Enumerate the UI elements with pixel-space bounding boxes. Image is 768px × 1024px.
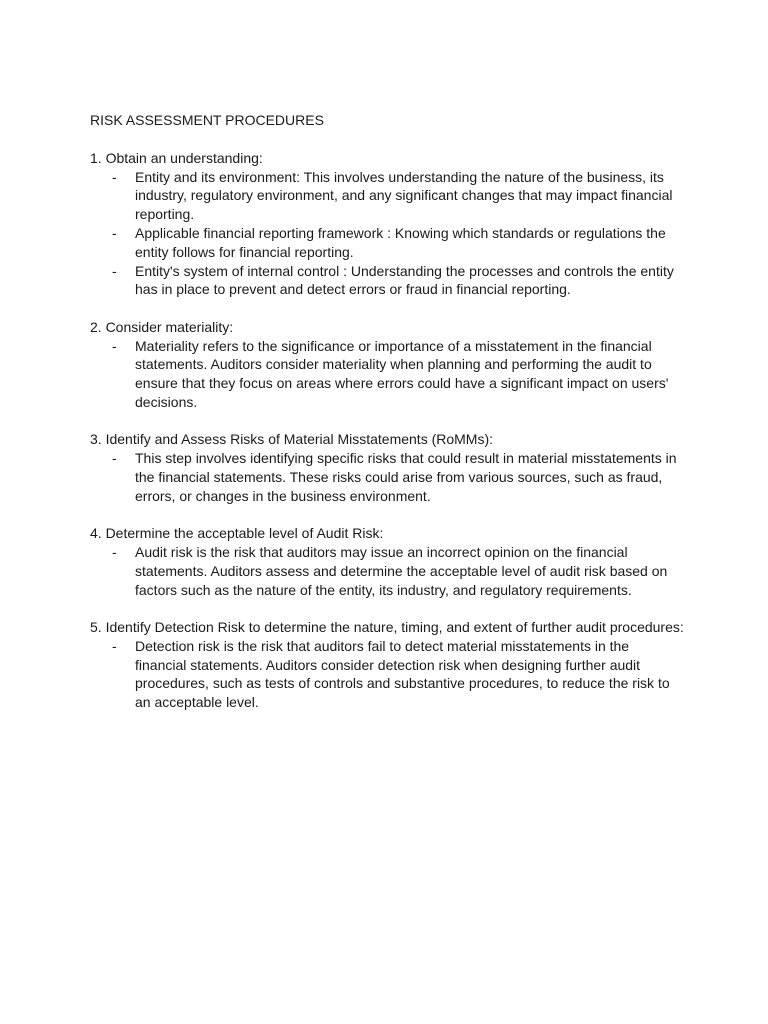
bullet-item <box>90 543 680 599</box>
bullet-list <box>90 168 690 300</box>
bullet-list <box>90 337 690 412</box>
dash-marker: - <box>112 262 117 279</box>
section-detection-risk <box>90 618 690 712</box>
section-heading: 5. Identify Detection Risk to determine the nature, timing, and extent of further audit procedures: <box>90 618 684 635</box>
bullet-item <box>90 168 680 224</box>
bullet-text: Audit risk is the risk that auditors may issue an incorrect opinion on the financial statements. Auditors assess and determine the acceptable level of audit risk based on factors such as the nature of the entity, its industry, and regulatory requirements. <box>135 543 668 598</box>
dash-marker: - <box>112 337 117 354</box>
dash-marker: - <box>112 543 117 560</box>
bullet-text: Materiality refers to the significance or importance of a misstatement in the financial statements. Auditors consider materiality when planning and performing the audit to ensure that they focus on areas where errors could have a significant impact on users' decisions. <box>135 337 669 410</box>
bullet-text: Entity's system of internal control : Understanding the processes and controls the entity has in place to prevent and detect errors or fraud in financial reporting. <box>135 262 674 298</box>
bullet-item <box>90 337 680 412</box>
section-obtain-understanding <box>90 149 690 299</box>
document-page <box>90 111 690 730</box>
bullet-item <box>90 262 680 300</box>
section-heading: 4. Determine the acceptable level of Audit Risk: <box>90 525 384 542</box>
bullet-text: This step involves identifying specific risks that could result in material misstatements in the financial statements. These risks could arise from various sources, such as fraud, errors, or changes in the business environment. <box>135 450 677 504</box>
section-audit-risk <box>90 524 690 599</box>
dash-marker: - <box>112 224 117 241</box>
bullet-list <box>90 449 690 505</box>
section-consider-materiality <box>90 318 690 412</box>
bullet-text: Entity and its environment: This involves understanding the nature of the business, its industry, regulatory environment, and any significant changes that may impact financial reporting. <box>135 168 673 223</box>
bullet-text: Applicable financial reporting framework : Knowing which standards or regulations the entity follows for financial reporting. <box>135 224 666 260</box>
bullet-text: Detection risk is the risk that auditors fail to detect material misstatements in the financial statements. Auditors consider detection risk when designing further audit procedures, such as tests of controls and substantive procedures, to reduce the risk to an acceptable level. <box>135 637 670 711</box>
section-heading: 3. Identify and Assess Risks of Material Misstatements (RoMMs): <box>90 431 494 448</box>
dash-marker: - <box>112 168 117 185</box>
document-title: RISK ASSESSMENT PROCEDURES <box>90 112 324 128</box>
section-heading: 2. Consider materiality: <box>90 318 234 335</box>
bullet-list <box>90 543 690 599</box>
bullet-item <box>90 224 680 262</box>
bullet-item <box>90 637 680 712</box>
section-heading: 1. Obtain an understanding: <box>90 149 263 166</box>
section-identify-romms <box>90 430 690 505</box>
bullet-item <box>90 449 680 505</box>
dash-marker: - <box>112 450 117 467</box>
bullet-list <box>90 637 690 712</box>
dash-marker: - <box>112 637 117 654</box>
